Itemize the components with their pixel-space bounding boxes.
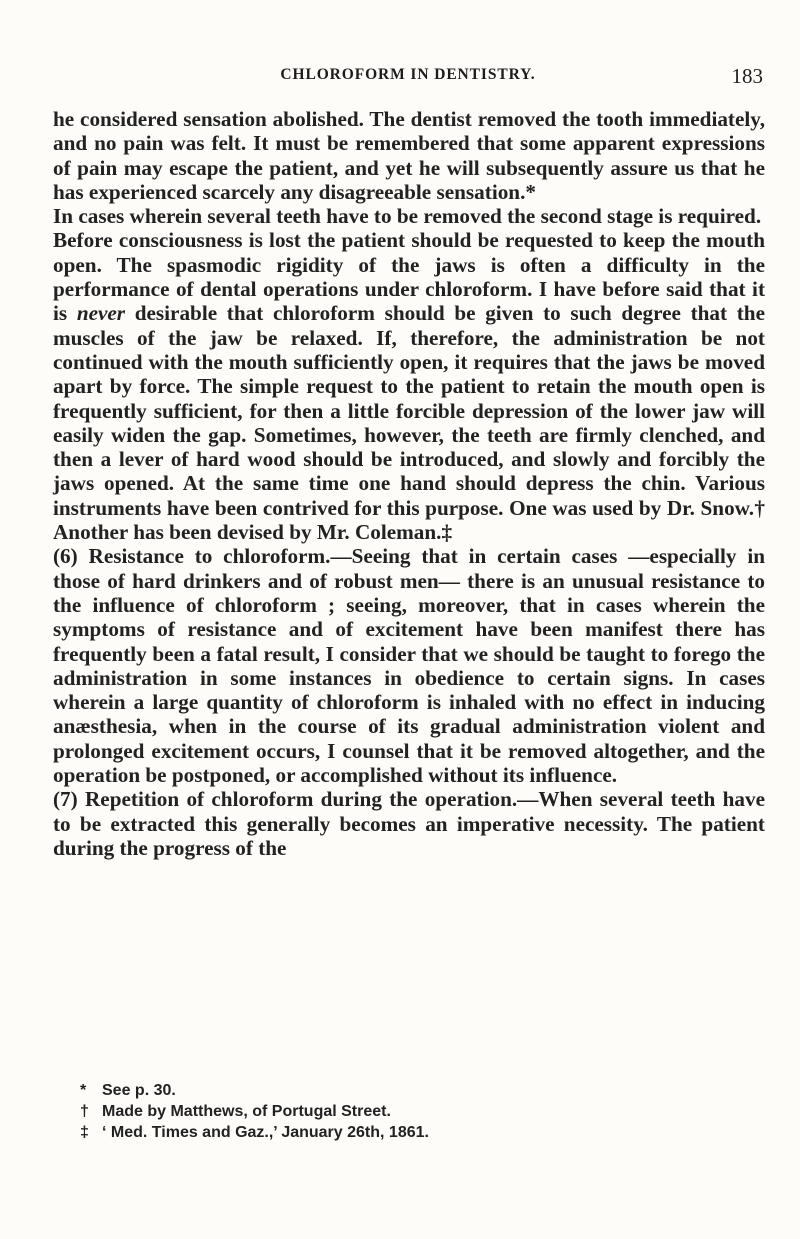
footnote: [80, 1080, 760, 1101]
footnote: [80, 1101, 760, 1122]
footnotes: [80, 1080, 760, 1143]
paragraph: [53, 544, 765, 787]
paragraph-text: (7) Repetition of chloroform during the operation.—When several teeth have to be extracted this generally becomes an imperative necessity. The patient during the progress of the: [53, 787, 765, 860]
paragraph: [53, 228, 765, 544]
body-text: [53, 107, 765, 860]
paragraph: [53, 204, 765, 228]
footnote-mark: ‡: [80, 1124, 89, 1141]
footnote-text: Made by Matthews, of Portugal Street.: [102, 1103, 391, 1120]
page-header: [53, 64, 763, 88]
footnote-mark: *: [80, 1082, 87, 1099]
paragraph-text: desirable that chloroform should be given to such degree that the muscles of the jaw be relaxed. If, therefore, the administration be not continued with the mouth sufficiently open, it requires that the jaws be moved apart by force. The simple request to the patient to retain the mouth open is frequently sufficient, for then a little forcible depression of the lower jaw will easily widen the gap. Sometimes, however, the teeth are firmly clenched, and then a lever of hard wood should be introduced, and slowly and forcibly the jaws opened. At the same time one hand should depress the chin. Various instruments have been contrived for this purpose. One was used by Dr. Snow.† Another has been devised by Mr. Coleman.‡: [53, 301, 765, 545]
footnote-text: ‘ Med. Times and Gaz.,’ January 26th, 1861.: [102, 1124, 429, 1141]
footnote-mark: †: [80, 1103, 89, 1120]
footnote-text: See p. 30.: [102, 1082, 176, 1099]
page-number: 183: [731, 64, 763, 88]
paragraph-text: Before consciousness is lost the patient should be requested to keep the mouth open. The spasmodic rigidity of the jaws is often a difficulty in the performance of dental operations under chloroform. I have before said that it is: [53, 228, 765, 326]
emphasis-text: never: [76, 301, 126, 326]
footnote: [80, 1122, 760, 1143]
paragraph-text: he considered sensation abolished. The dentist removed the tooth immediately, and no pain was felt. It must be remembered that some apparent expressions of pain may escape the patient, and yet he will subsequently assure us that he has experienced scarcely any disagreeable sensation.*: [53, 107, 765, 204]
running-title: CHLOROFORM IN DENTISTRY.: [280, 66, 536, 83]
paragraph-text: In cases wherein several teeth have to be removed the second stage is required.: [53, 204, 762, 229]
paragraph: [53, 107, 765, 204]
paragraph-text: (6) Resistance to chloroform.—Seeing that in certain cases —especially in those of hard drinkers and of robust men— there is an unusual resistance to the influence of chloroform ; seeing, moreover, that in cases wherein the symptoms of resistance and of excitement have been manifest there has frequently been a fatal result, I consider that we should be taught to forego the administration in some instances in obedience to certain signs. In cases wherein a large quantity of chloroform is inhaled with no effect in inducing anæsthesia, when in the course of its gradual administration violent and prolonged excitement occurs, I counsel that it be removed altogether, and the operation be postponed, or accomplished without its influence.: [53, 544, 765, 788]
paragraph: [53, 787, 765, 860]
